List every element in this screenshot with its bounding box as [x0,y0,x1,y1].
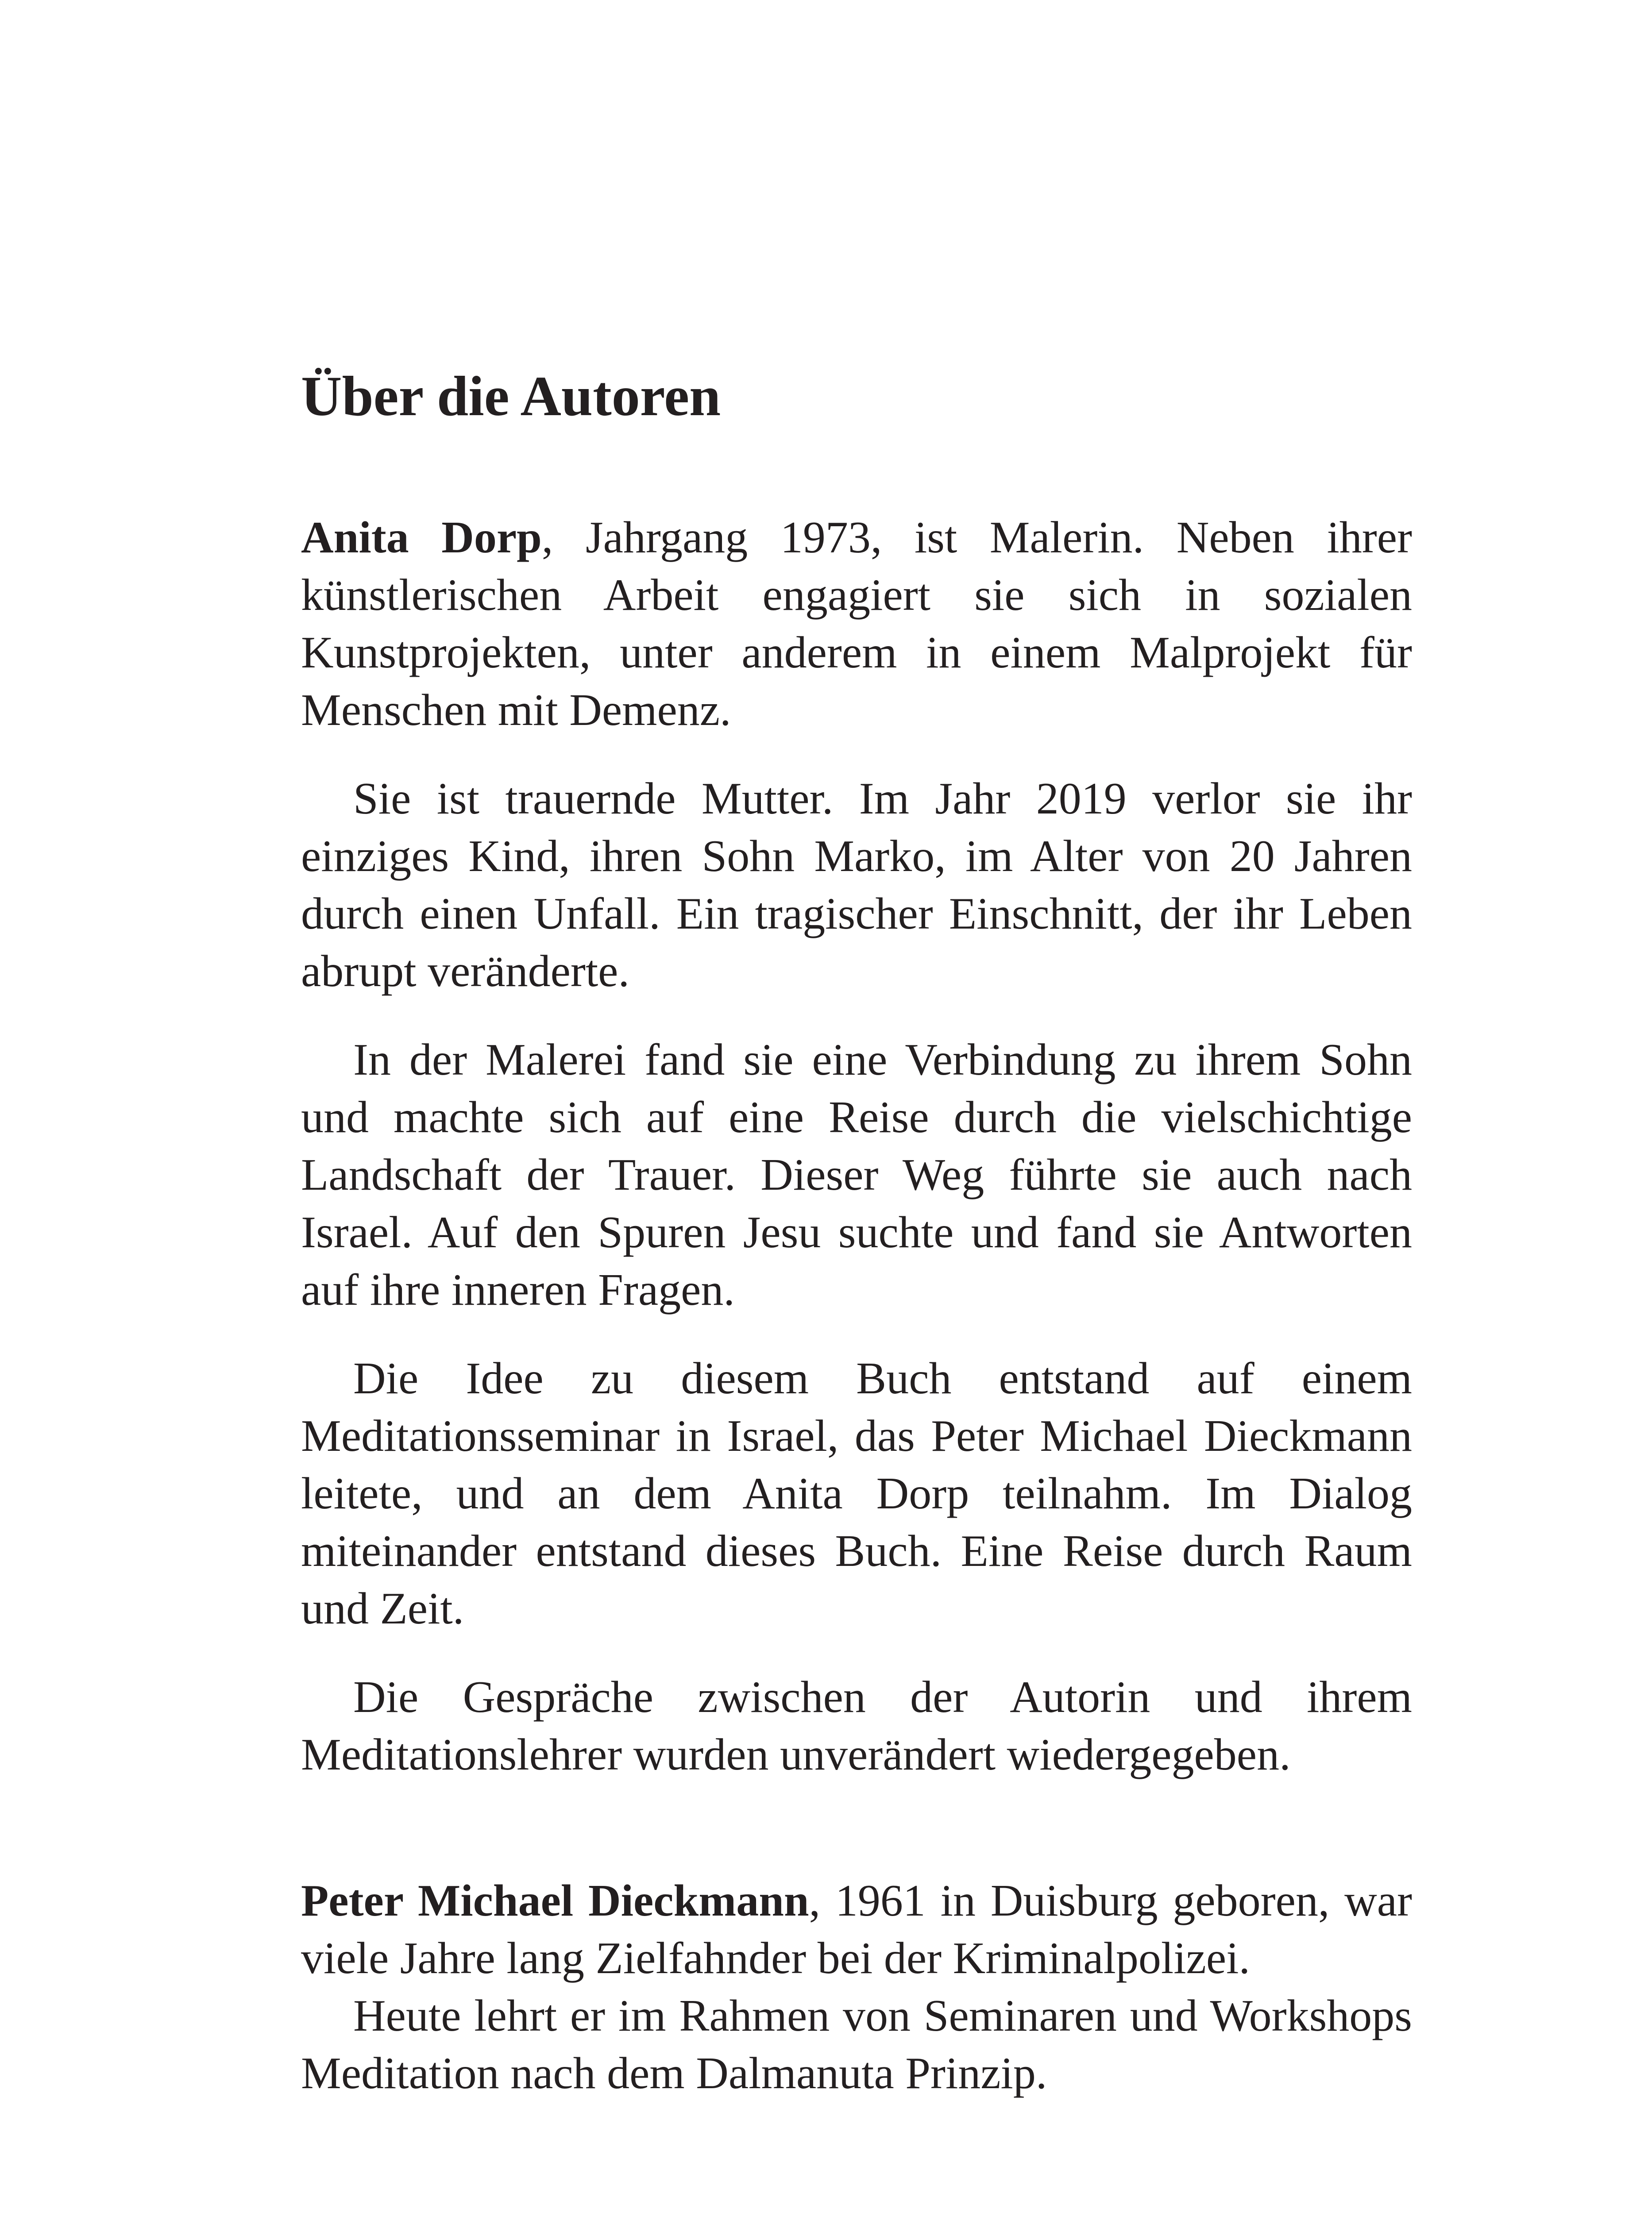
bio-paragraph: Die Idee zu diesem Buch entstand auf einem Meditationsseminar in Israel, das Peter Michael Dieckmann leitete, und an dem Anita Dorp teilnahm. Im Dialog miteinander entstand dieses Buch. Eine Reise durch Raum und Zeit. [301,1353,1412,1634]
bio-paragraph: Die Gespräche zwischen der Autorin und ihrem Meditationslehrer wurden unverändert wiedergegeben. [301,1672,1412,1780]
author-name: Anita Dorp [301,513,542,563]
bio-paragraph: In der Malerei fand sie eine Verbindung zu ihrem Sohn und machte sich auf eine Reise durch die vielschichtige Landschaft der Trauer. Dieser Weg führte sie auch nach Israel. Auf den Spuren Jesu suchte und fand sie Antworten auf ihre inneren Fragen. [301,1035,1412,1315]
bio-intro-text: , 1961 in Duisburg geboren, war viele Jahre lang Zielfahnder bei der Kriminalpolizei. [301,1876,1412,1983]
author-bio-anita-dorp [301,509,1412,1784]
bio-intro-text: , Jahrgang 1973, ist Malerin. Neben ihrer künstlerischen Arbeit engagiert sie sich in sozialen Kunstprojekten, unter anderem in einem Malprojekt für Menschen mit Demenz. [301,513,1413,735]
author-bio-peter-michael-dieckmann [301,1872,1412,2102]
about-authors-section [301,363,1412,2102]
bio-paragraph: Heute lehrt er im Rahmen von Seminaren und Workshops Meditation nach dem Dalmanuta Prinzip. [301,1991,1412,2098]
page-heading: Über die Autoren [301,365,721,428]
bio-intro-paragraph [301,1872,1412,1987]
bio-intro-paragraph [301,509,1412,739]
bio-paragraph: Sie ist trauernde Mutter. Im Jahr 2019 verlor sie ihr einziges Kind, ihren Sohn Marko, im Alter von 20 Jahren durch einen Unfall. Ein tragischer Einschnitt, der ihr Leben abrupt veränderte. [301,774,1412,996]
author-name: Peter Michael Dieckmann [301,1876,809,1926]
